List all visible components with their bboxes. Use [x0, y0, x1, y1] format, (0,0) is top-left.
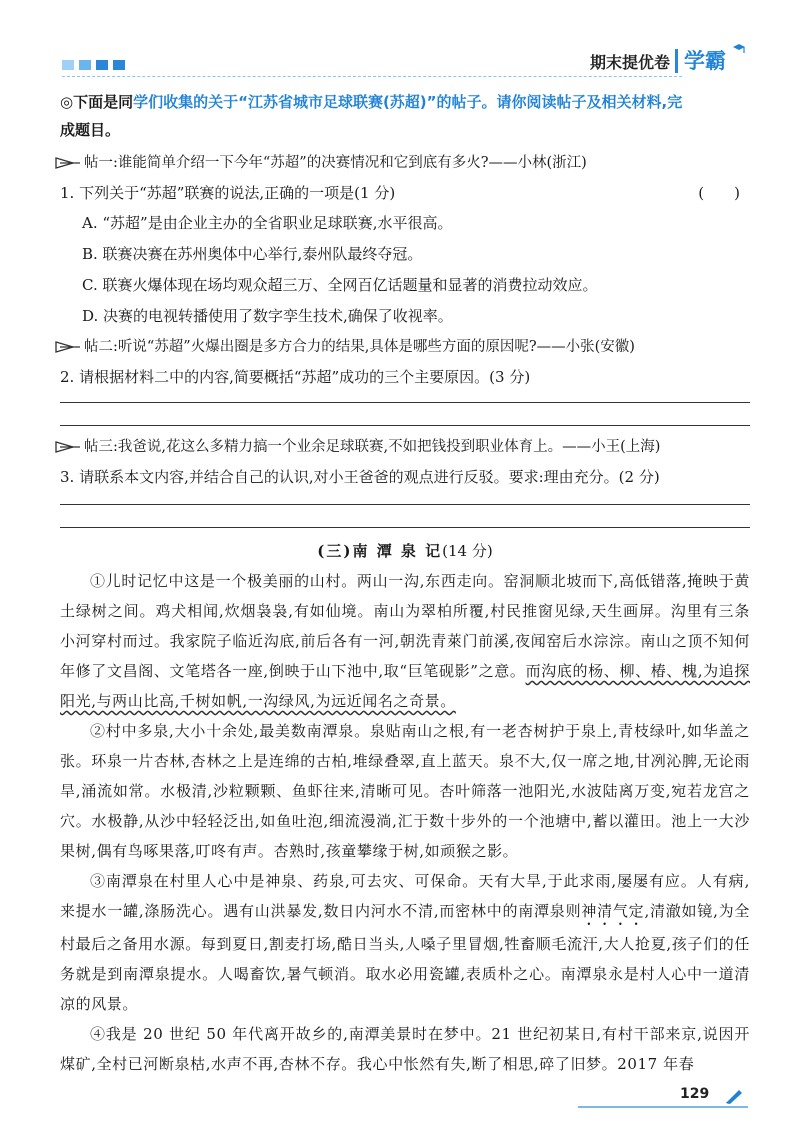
answer-line[interactable] [60, 527, 750, 528]
header-separator [675, 49, 678, 73]
page-number: 129 [680, 1086, 710, 1102]
question-1 [60, 178, 750, 208]
footer-divider [578, 1106, 748, 1108]
header-divider [62, 76, 682, 77]
arrow-icon [55, 440, 81, 454]
paragraph-1 [60, 566, 750, 716]
answer-line[interactable] [60, 504, 750, 505]
answer-bracket[interactable]: ( ) [698, 184, 740, 202]
pen-icon [724, 1088, 744, 1104]
header-decoration [62, 60, 125, 70]
question-1-text: 1. 下列关于“苏超”联赛的说法,正确的一项是(1 分) [60, 184, 396, 202]
paragraph-3-text-before: ③南潭泉在村里人心中是神泉、药泉,可去灾、可保命。天有大旱,于此求雨,屡屡有应。人有病,来提水一罐,涤肠洗心。遇有山洪暴发,数日内河水不清,而密林中的南潭泉则 [60, 872, 750, 920]
intro-prefix: ◎下面是同 [60, 93, 134, 111]
wavy-underlined-text: 而沟底的杨、柳、椿、槐,为追探阳光,与两山比高,千树如帆,一沟绿风,为远近闻名之奇景。 [60, 662, 750, 710]
section-title [60, 536, 750, 566]
question-2 [60, 362, 750, 392]
post-1 [55, 148, 750, 178]
section-score: (14 分) [442, 542, 493, 560]
answer-line[interactable] [60, 402, 750, 403]
post-3-text: 帖三:我爸说,花这么多精力搞一个业余足球联赛,不如把钱投到职业体育上。——小王(上海) [84, 439, 661, 455]
paragraph-3-text-after: ,清澈如镜,为全村最后之备用水源。每到夏日,割麦打场,酷日当头,人嗓子里冒烟,牲畜顺毛流汗,大人抢夏,孩子们的任务就是到南潭泉提水。人喝畜饮,暑气顿消。取水必用瓷罐,表质朴之心。南潭泉永是村人心中一道清凉的风景。 [60, 902, 750, 1013]
paragraph-2: ②村中多泉,大小十余处,最美数南潭泉。泉贴南山之根,有一老杏树护于泉上,青枝绿叶,如华盖之张。环泉一片杏林,杏林之上是连绵的古柏,堆绿叠翠,直上蓝天。泉不大,仅一席之地,甘冽沁脾,无论雨旱,涌流如常。水极清,沙粒颗颗、鱼虾往来,清晰可见。杏叶筛落一池阳光,水波陆离万变,宛若龙宫之穴。水极静,从沙中轻轻泛出,如鱼吐泡,细流漫淌,汇于数十步外的一个池塘中,蓄以灌田。池上一大沙果树,偶有鸟啄果落,叮咚有声。杏熟时,孩童攀缘于树,如顽猴之影。 [60, 722, 750, 860]
intro-suffix: 成题目。 [60, 121, 121, 139]
post-2-text: 帖二:听说“苏超”火爆出圈是多方合力的结果,具体是哪些方面的原因呢?——小张(安徽) [84, 339, 635, 355]
post-2 [55, 332, 750, 362]
arrow-icon [55, 340, 81, 354]
question-3-text: 3. 请联系本文内容,并结合自己的认识,对小王爸爸的观点进行反驳。要求:理由充分。(2 分) [60, 468, 660, 486]
post-3 [55, 432, 750, 462]
option-d: D. 决赛的电视转播使用了数字孪生技术,确保了收视率。 [82, 307, 453, 325]
question-3 [60, 462, 750, 492]
paragraph-1-text: ①儿时记忆中这是一个极美丽的山村。两山一沟,东西走向。窑洞顺北坡而下,高低错落,掩映于黄土绿树之间。鸡犬相闻,炊烟袅袅,有如仙境。南山为翠柏所覆,村民推窗见绿,天生画屏。沟里有三条小河穿村而过。我家院子临近沟底,前后各有一河,朝洗青萊门前溪,夜闻窑后水淙淙。南山之顶不知何年修了文昌阁、文笔塔各一座,倒映于山下池中,取“巨笔砚影”之意。 [60, 572, 750, 680]
intro-highlight: 学们收集的关于“江苏省城市足球联赛(苏超)”的帖子。请你阅读帖子及相关材料,完 [133, 93, 683, 111]
section-intro [60, 88, 750, 144]
header-title: 期末提优卷 [590, 53, 671, 72]
question-2-text: 2. 请根据材料二中的内容,简要概括“苏超”成功的三个主要原因。(3 分) [60, 368, 531, 386]
dotted-emphasis-text: 神清气定 [581, 902, 645, 920]
paragraph-4: ④我是 20 世纪 50 年代离开故乡的,南潭美景时在梦中。21 世纪初某日,有村干部来京,说因开煤矿,全村已河断泉枯,水声不再,杏林不存。我心中怅然有失,断了相思,碎了旧梦。2017 年春 [60, 1025, 750, 1073]
option-c: C. 联赛火爆体现在场均观众超三万、全网百亿话题量和显著的消费拉动效应。 [82, 276, 598, 294]
graduation-cap-icon [732, 42, 746, 56]
post-1-text: 帖一:谁能简单介绍一下今年“苏超”的决赛情况和它到底有多火?——小林(浙江) [84, 155, 587, 171]
section-name: (三)南 潭 泉 记 [317, 542, 443, 560]
page-content [60, 88, 750, 1079]
option-a: A. “苏超”是由企业主办的全省职业足球联赛,水平很高。 [82, 214, 453, 232]
paragraph-3 [60, 866, 750, 1019]
option-b: B. 联赛决赛在苏州奥体中心举行,泰州队最终夺冠。 [82, 245, 423, 263]
brand-logo-text: 学霸 [684, 49, 726, 73]
arrow-icon [55, 156, 81, 170]
